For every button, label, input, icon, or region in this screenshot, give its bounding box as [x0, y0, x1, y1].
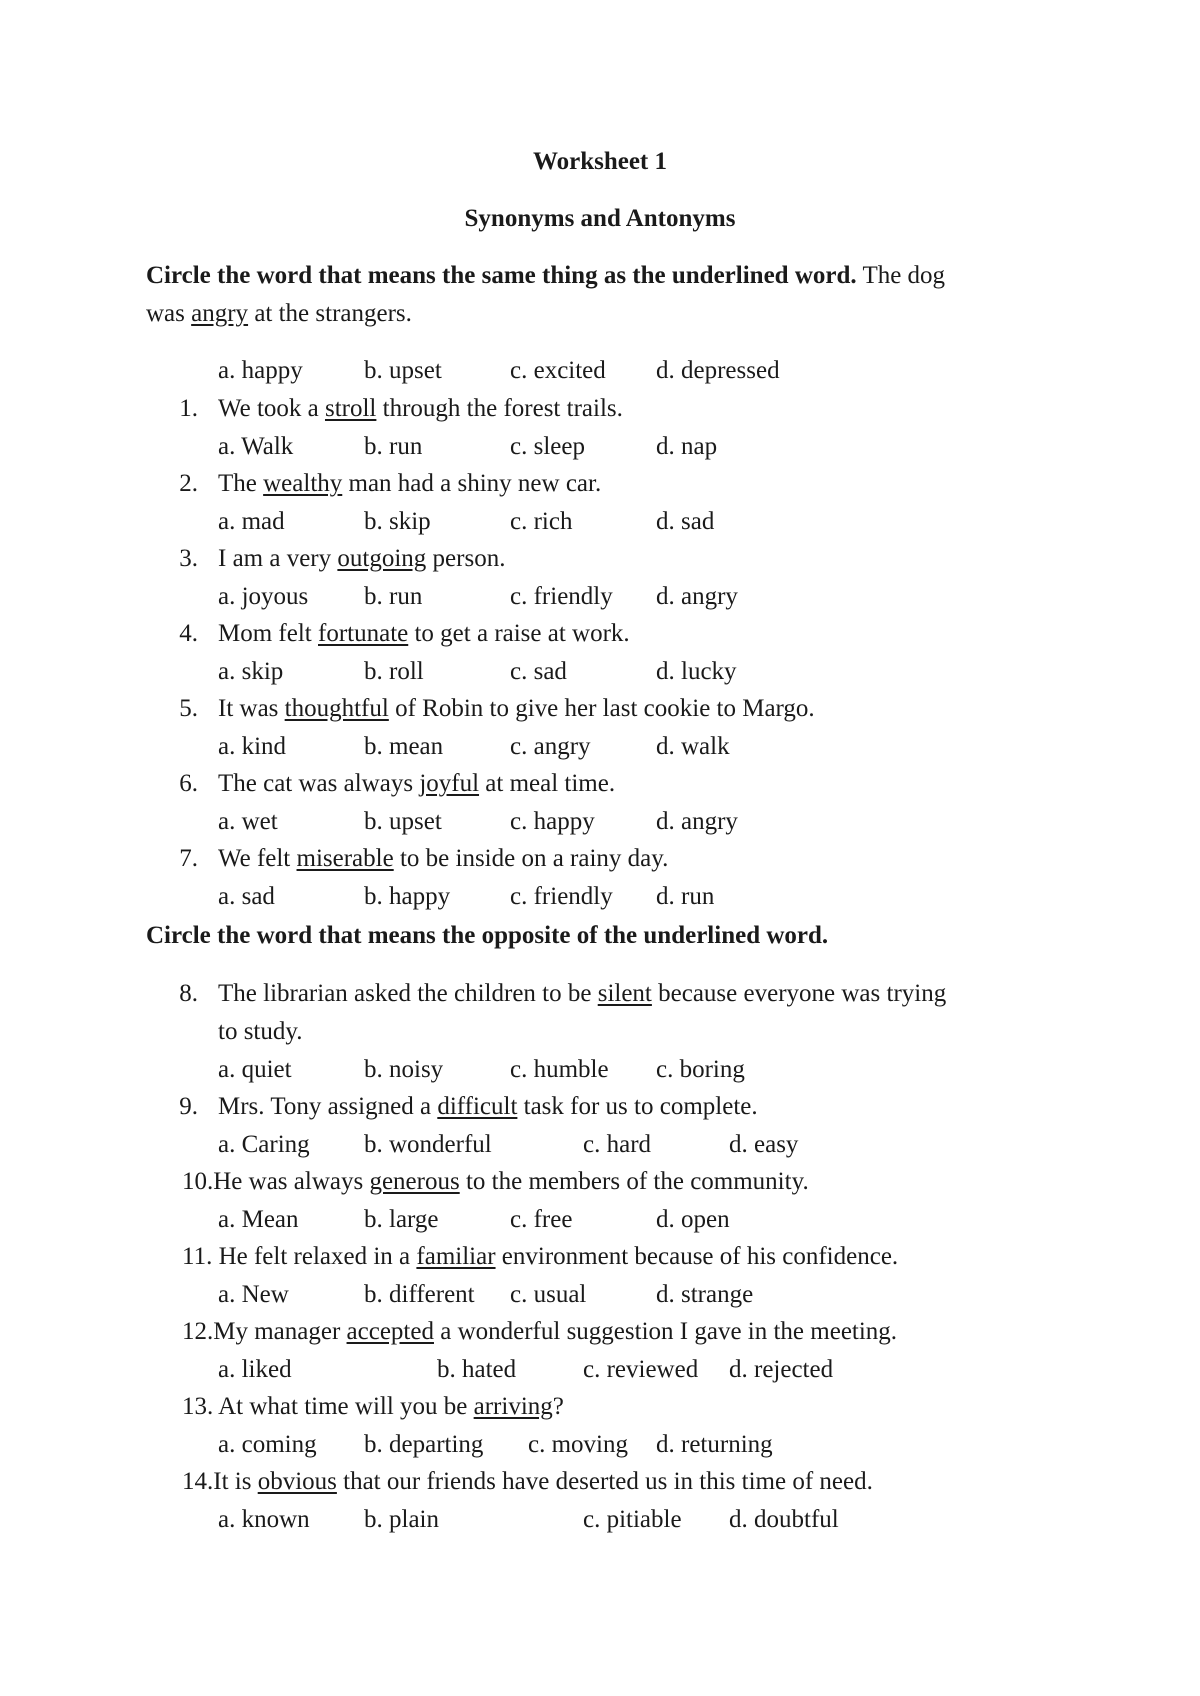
question-number: 5.: [179, 695, 198, 722]
worksheet-subtitle: Synonyms and Antonyms: [464, 205, 736, 232]
question-text-continued: to study.: [218, 1018, 303, 1045]
option[interactable]: b. large: [364, 1206, 439, 1233]
question-number: 2.: [179, 470, 198, 497]
option[interactable]: d. nap: [656, 433, 718, 460]
section2-instruction: Circle the word that means the opposite of the underlined word.: [146, 922, 829, 949]
underlined-word: arriving: [473, 1393, 553, 1420]
option[interactable]: a. Caring: [218, 1131, 310, 1158]
option[interactable]: c. angry: [510, 733, 591, 760]
example-underlined-word: angry: [191, 300, 249, 327]
section1-instruction: Circle the word that means the same thing as the underlined word.: [146, 262, 857, 289]
option[interactable]: b. upset: [364, 808, 442, 835]
option[interactable]: c. humble: [510, 1056, 609, 1083]
option[interactable]: b. wonderful: [364, 1131, 492, 1158]
option[interactable]: a. quiet: [218, 1056, 292, 1083]
question-text: It was thoughtful of Robin to give her last cookie to Margo.: [218, 695, 815, 722]
option[interactable]: b. happy: [364, 883, 451, 910]
underlined-word: fortunate: [318, 620, 409, 647]
underlined-word: wealthy: [263, 470, 343, 497]
option[interactable]: c. hard: [583, 1131, 652, 1158]
option[interactable]: c. sleep: [510, 433, 585, 460]
option[interactable]: c. pitiable: [583, 1506, 682, 1533]
option[interactable]: b. noisy: [364, 1056, 444, 1083]
question-text: 10.He was always generous to the members of the community.: [182, 1168, 809, 1195]
option[interactable]: b. run: [364, 433, 423, 460]
underlined-word: obvious: [257, 1468, 337, 1495]
option[interactable]: b. mean: [364, 733, 444, 760]
option[interactable]: c. excited: [510, 357, 606, 384]
question-number: 13.: [182, 1393, 214, 1420]
option[interactable]: d. strange: [656, 1281, 754, 1308]
question-number: 6.: [179, 770, 198, 797]
option[interactable]: a. kind: [218, 733, 287, 760]
option[interactable]: b. different: [364, 1281, 475, 1308]
option[interactable]: b. skip: [364, 508, 431, 535]
option[interactable]: a. liked: [218, 1356, 292, 1383]
question-number: 8.: [179, 980, 198, 1007]
underlined-word: joyful: [419, 770, 480, 797]
question-number: 1.: [179, 395, 198, 422]
option[interactable]: d. returning: [656, 1431, 773, 1458]
option[interactable]: a. mad: [218, 508, 285, 535]
option[interactable]: c. happy: [510, 808, 595, 835]
option[interactable]: c. moving: [528, 1431, 628, 1458]
underlined-word: stroll: [324, 395, 377, 422]
option[interactable]: d. angry: [656, 583, 738, 610]
option[interactable]: b. upset: [364, 357, 442, 384]
option[interactable]: d. doubtful: [729, 1506, 839, 1533]
underlined-word: generous: [369, 1168, 460, 1195]
underlined-word: difficult: [437, 1093, 518, 1120]
underlined-word: outgoing: [337, 545, 427, 572]
question-text: The wealthy man had a shiny new car.: [218, 470, 602, 497]
option[interactable]: d. lucky: [656, 658, 737, 685]
option[interactable]: d. walk: [656, 733, 730, 760]
question-number: 12.: [182, 1318, 214, 1345]
underlined-word: silent: [597, 980, 652, 1007]
option[interactable]: c. friendly: [510, 883, 613, 910]
option[interactable]: c. sad: [510, 658, 567, 685]
question-text: 13. At what time will you be arriving?: [182, 1393, 564, 1420]
question-number: 4.: [179, 620, 198, 647]
option[interactable]: a. coming: [218, 1431, 317, 1458]
option[interactable]: b. plain: [364, 1506, 439, 1533]
option[interactable]: c. free: [510, 1206, 573, 1233]
question-text: Mrs. Tony assigned a difficult task for us to complete.: [218, 1093, 758, 1120]
underlined-word: familiar: [416, 1243, 496, 1270]
underlined-word: accepted: [346, 1318, 434, 1345]
option[interactable]: b. roll: [364, 658, 424, 685]
question-number: 3.: [179, 545, 198, 572]
option[interactable]: a. skip: [218, 658, 284, 685]
option[interactable]: b. hated: [437, 1356, 517, 1383]
question-text: The librarian asked the children to be silent because everyone was trying: [218, 980, 947, 1007]
underlined-word: miserable: [296, 845, 394, 872]
option[interactable]: d. depressed: [656, 357, 780, 384]
example-text-pre: The dog: [856, 262, 946, 289]
question-text: We felt miserable to be inside on a rainy day.: [218, 845, 669, 872]
option[interactable]: a. Walk: [218, 433, 294, 460]
option[interactable]: b. departing: [364, 1431, 484, 1458]
option[interactable]: d. open: [656, 1206, 730, 1233]
underlined-word: thoughtful: [284, 695, 389, 722]
option[interactable]: a. wet: [218, 808, 278, 835]
option[interactable]: a. happy: [218, 357, 303, 384]
question-number: 10.: [182, 1168, 214, 1195]
option[interactable]: a. known: [218, 1506, 310, 1533]
option[interactable]: b. run: [364, 583, 423, 610]
option[interactable]: c. rich: [510, 508, 573, 535]
option[interactable]: d. sad: [656, 508, 715, 535]
question-number: 7.: [179, 845, 198, 872]
option[interactable]: a. joyous: [218, 583, 309, 610]
question-text: The cat was always joyful at meal time.: [218, 770, 616, 797]
option[interactable]: d. angry: [656, 808, 738, 835]
option[interactable]: c. usual: [510, 1281, 587, 1308]
option[interactable]: d. rejected: [729, 1356, 834, 1383]
option[interactable]: d. run: [656, 883, 715, 910]
question-text: I am a very outgoing person.: [218, 545, 506, 572]
question-text: Mom felt fortunate to get a raise at work.: [218, 620, 630, 647]
option[interactable]: a. sad: [218, 883, 275, 910]
question-text: 12.My manager accepted a wonderful suggestion I gave in the meeting.: [182, 1318, 898, 1345]
question-number: 9.: [179, 1093, 198, 1120]
option[interactable]: d. easy: [729, 1131, 799, 1158]
option[interactable]: c. friendly: [510, 583, 613, 610]
option[interactable]: c. reviewed: [583, 1356, 699, 1383]
question-text: 11. He felt relaxed in a familiar environment because of his confidence.: [182, 1243, 899, 1270]
option[interactable]: c. boring: [656, 1056, 745, 1083]
section1-instruction-line: [146, 262, 945, 290]
example-line: was angry at the strangers.: [146, 300, 412, 327]
question-text: 14.It is obvious that our friends have deserted us in this time of need.: [182, 1468, 873, 1495]
option[interactable]: a. New: [218, 1281, 289, 1308]
question-number: 11.: [182, 1243, 213, 1270]
option[interactable]: a. Mean: [218, 1206, 299, 1233]
question-text: We took a stroll through the forest trails.: [218, 395, 623, 422]
worksheet-title: Worksheet 1: [532, 148, 668, 175]
question-number: 14.: [182, 1468, 214, 1495]
